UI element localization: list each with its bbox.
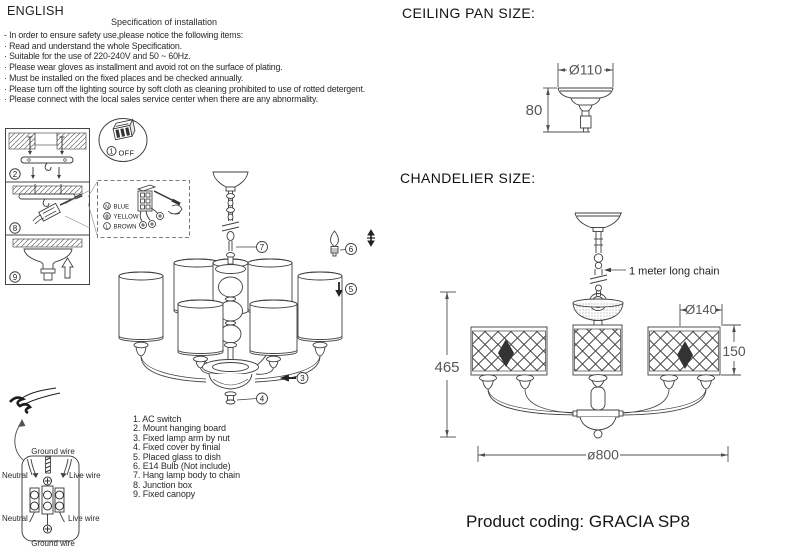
brown-label: BROWN [113, 224, 137, 231]
part-item: 9. Fixed canopy [133, 489, 196, 500]
safety-item: · Suitable for the use of 220-240V and 50 ~ 60Hz. [4, 51, 191, 62]
ground-screw-icon [46, 457, 51, 473]
wiring-diagram [0, 386, 124, 552]
bottom-dish-icon [203, 360, 259, 390]
shade-diameter-dim: Ø140 [685, 302, 717, 317]
neutral-bottom-label: Neutral [2, 514, 28, 523]
chain-icon [222, 191, 239, 251]
part-item: 3. Fixed lamp arm by nut [133, 432, 230, 443]
canopy-icon [575, 213, 622, 232]
bulb-icon [331, 231, 339, 256]
ceiling-hatch-icon [13, 239, 82, 247]
chain-note: 1 meter long chain [629, 265, 720, 278]
part-item: 2. Mount hanging board [133, 423, 226, 434]
arrow-up-icon [62, 258, 73, 278]
step-2-number: 2 [12, 170, 18, 179]
glass-shade-icon [178, 300, 223, 356]
diameter-dim: ø800 [587, 446, 619, 463]
svg-text:5: 5 [348, 284, 354, 294]
yellow-label: YELLOW [113, 214, 139, 221]
live-wire-top-label: Live wire [69, 471, 101, 480]
safety-item: · Please wear gloves as installment and avoid rot on the surface of plating. [4, 62, 283, 73]
part-item: 1. AC switch [133, 414, 182, 424]
lattice-shade-icon [648, 327, 720, 375]
part-item: 6. E14 Bulb (Not include) [133, 461, 231, 472]
lamp-arm [488, 389, 580, 413]
canopy-icon [213, 172, 248, 191]
glass-shade-icon [250, 300, 297, 356]
lamp-arm [616, 389, 706, 413]
ground-wire-top-label: Ground wire [31, 447, 75, 456]
part-item: 4. Fixed cover by finial [133, 442, 221, 453]
installation-steps-drawing [5, 128, 90, 285]
arrow-curved-icon [15, 419, 27, 463]
ceiling-pan-icon [558, 88, 613, 132]
parts-list [133, 415, 240, 500]
part-item: 5. Placed glass to dish [133, 451, 221, 462]
safety-item: · Read and understand the whole Specification. [4, 40, 182, 51]
ground-wire-bottom-label: Ground wire [31, 539, 75, 548]
ceiling-hatch-icon [9, 133, 86, 149]
safety-instructions [4, 30, 365, 105]
step-1-number: 1 [109, 148, 114, 156]
language-heading: ENGLISH [7, 4, 64, 18]
center-body-icon [573, 387, 623, 438]
ceiling-pan-size-title: CEILING PAN SIZE: [402, 5, 536, 21]
chandelier-size-drawing [420, 195, 800, 470]
safety-item: · Please turn off the lighting source by soft cloth as cleaning prohibited to use of rotted detergent. [4, 83, 366, 94]
glass-shade-icon [119, 272, 163, 342]
pan-diameter-dim: Ø110 [568, 61, 603, 78]
part-item: 7. Hang lamp body to chain [133, 470, 240, 481]
product-coding: Product coding: GRACIA SP8 [466, 512, 690, 531]
step-8-number: 8 [12, 224, 18, 233]
safety-item: · Must be installed on the fixed places and be checked annually. [4, 72, 244, 83]
pan-height-dim: 80 [525, 102, 543, 119]
main-assembly-drawing [110, 165, 375, 415]
svg-text:L: L [105, 224, 109, 231]
blue-label: BLUE [113, 204, 130, 211]
center-bowl-icon [573, 294, 623, 326]
switch-state-label: OFF [118, 148, 135, 158]
neutral-top-label: Neutral [2, 471, 28, 480]
spec-title: Specification of installation [110, 17, 218, 27]
live-wire-bottom-label: Live wire [68, 514, 100, 523]
height-dim: 465 [434, 359, 460, 376]
chain-icon [590, 232, 607, 297]
switch-off-drawing [96, 117, 150, 164]
step-9-number: 9 [12, 273, 18, 282]
svg-text:6: 6 [348, 244, 354, 254]
arrow-up-down-icon [367, 230, 375, 246]
lattice-shade-icon [471, 327, 547, 375]
svg-text:4: 4 [259, 394, 265, 404]
ceiling-hatch-icon [13, 186, 82, 194]
svg-text:7: 7 [259, 242, 265, 252]
chandelier-size-title: CHANDELIER SIZE: [400, 170, 536, 186]
svg-text:3: 3 [300, 373, 305, 383]
shade-height-dim: 150 [722, 343, 746, 359]
finial-icon [225, 392, 236, 404]
safety-item: · Please connect with the local sales service center when there are any abnormality. [4, 94, 318, 105]
svg-text:N: N [105, 204, 109, 211]
glass-shade-icon [298, 272, 342, 342]
ceiling-pan-drawing [470, 50, 670, 140]
hanging-board-icon [21, 157, 73, 170]
lattice-shade-icon [573, 325, 622, 375]
part-item: 8. Junction box [133, 479, 193, 490]
safety-item: - In order to ensure safety use,please notice the following items: [4, 30, 243, 40]
wire-bundle-icon [10, 388, 60, 413]
lamp-arm [256, 368, 274, 374]
